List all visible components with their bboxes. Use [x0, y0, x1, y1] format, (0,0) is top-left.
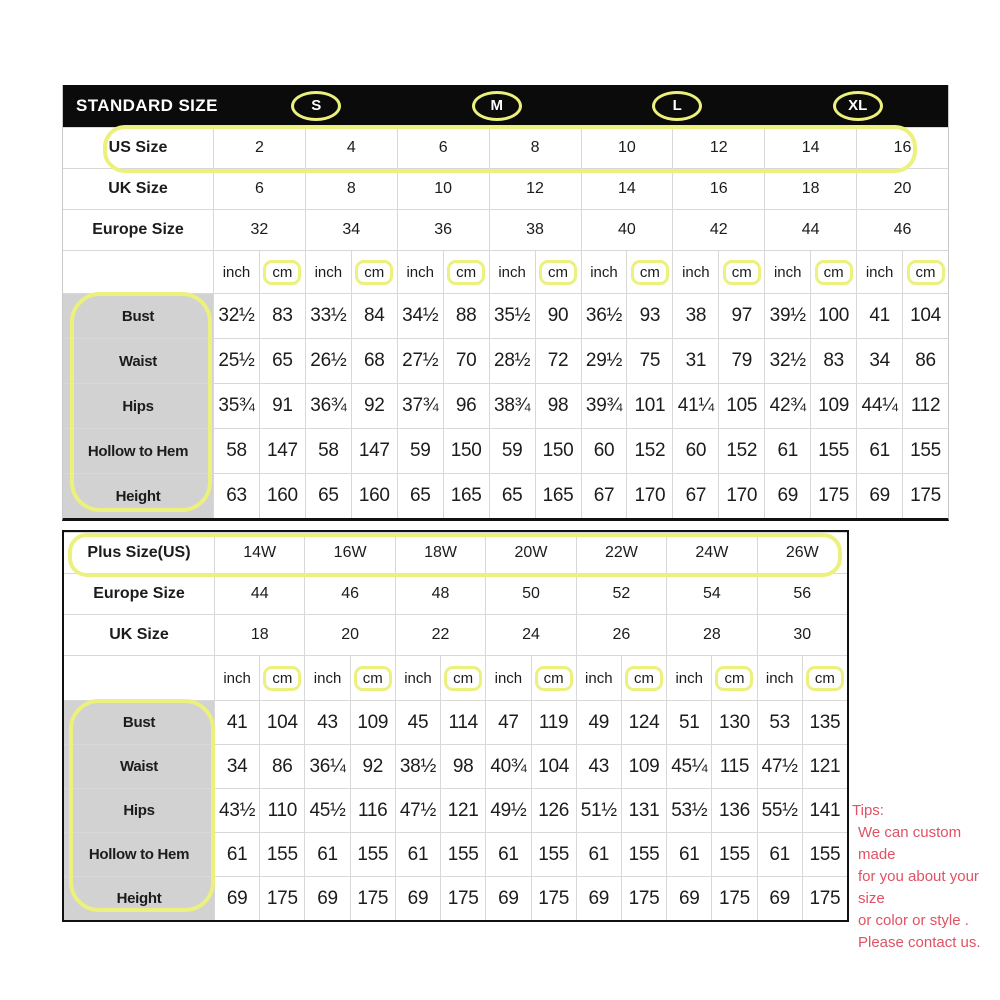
size-value-cell: 22W	[576, 533, 666, 573]
measure-value-cell: 91	[259, 384, 305, 428]
measure-value-cell: 47	[485, 701, 530, 744]
size-value-cell: 14	[581, 169, 673, 209]
measure-value-cell: 36¼	[304, 745, 349, 788]
measure-value-cell: 98	[440, 745, 485, 788]
size-badge-cell	[407, 91, 588, 121]
inch-unit-cell: inch	[757, 656, 802, 700]
cm-unit-badge: cm	[539, 260, 577, 285]
measure-value-cell: 75	[626, 339, 672, 383]
cm-unit-cell	[802, 656, 847, 700]
measure-value-cell: 45¼	[666, 745, 711, 788]
measure-row	[63, 383, 948, 428]
measure-value-cell: 152	[626, 429, 672, 473]
measure-row	[64, 744, 847, 788]
measure-value-cell: 53	[757, 701, 802, 744]
measure-value-cell: 45½	[304, 789, 349, 832]
size-value-cell: 46	[856, 210, 948, 250]
inch-unit-cell: inch	[856, 251, 902, 293]
size-value-cell: 10	[397, 169, 489, 209]
measure-value-cell: 45	[395, 701, 440, 744]
size-value-cell: 20	[856, 169, 948, 209]
inch-unit-cell: inch	[666, 656, 711, 700]
cm-unit-badge: cm	[907, 260, 945, 285]
tips-line: or color or style .	[858, 912, 969, 929]
size-value-cell: 20	[304, 615, 394, 655]
measure-row	[64, 876, 847, 920]
inch-unit-cell: inch	[395, 656, 440, 700]
measure-value-cell: 47½	[395, 789, 440, 832]
size-value-cell: 16	[856, 128, 948, 168]
measure-value-cell: 49	[576, 701, 621, 744]
size-value-cell: 6	[213, 169, 305, 209]
measure-value-cell: 32½	[764, 339, 810, 383]
measure-value-cell: 119	[531, 701, 576, 744]
row-label-cell: Plus Size(US)	[87, 544, 191, 561]
plus-size-table	[62, 530, 849, 922]
custom-made-tips	[852, 800, 998, 954]
measure-value-cell: 38¾	[489, 384, 535, 428]
size-value-cell: 14	[764, 128, 856, 168]
measure-value-cell: 101	[626, 384, 672, 428]
measure-value-cell: 33½	[305, 294, 351, 338]
measure-value-cell: 43	[576, 745, 621, 788]
measure-value-cell: 47½	[757, 745, 802, 788]
measure-value-cell: 67	[581, 474, 627, 518]
table-title: STANDARD SIZE	[76, 96, 218, 115]
measure-value-cell: 60	[672, 429, 718, 473]
measure-value-cell: 92	[350, 745, 395, 788]
measure-value-cell: 34	[214, 745, 259, 788]
measure-value-cell: 150	[535, 429, 581, 473]
measure-value-cell: 152	[718, 429, 764, 473]
size-value-cell: 26W	[757, 533, 847, 573]
tips-line: We can custom made	[858, 824, 962, 863]
measure-value-cell: 41	[856, 294, 902, 338]
measure-value-cell: 93	[626, 294, 672, 338]
inch-unit-cell: inch	[213, 251, 259, 293]
measure-value-cell: 68	[351, 339, 397, 383]
measure-value-cell: 115	[711, 745, 756, 788]
measure-value-cell: 155	[902, 429, 948, 473]
size-value-cell: 16	[672, 169, 764, 209]
measure-value-cell: 147	[259, 429, 305, 473]
size-value-cell: 8	[305, 169, 397, 209]
row-label-cell	[63, 251, 213, 293]
size-value-cell: 36	[397, 210, 489, 250]
measure-value-cell: 109	[350, 701, 395, 744]
measure-value-cell: 65	[489, 474, 535, 518]
size-value-cell: 4	[305, 128, 397, 168]
measure-value-cell: 86	[259, 745, 304, 788]
measure-value-cell: 67	[672, 474, 718, 518]
cm-unit-cell	[711, 656, 756, 700]
size-value-cell: 2	[213, 128, 305, 168]
measure-value-cell: 147	[351, 429, 397, 473]
cm-unit-cell	[810, 251, 856, 293]
size-badge-cell	[768, 91, 949, 121]
measure-value-cell: 112	[902, 384, 948, 428]
size-value-cell: 28	[666, 615, 756, 655]
size-value-cell: 22	[395, 615, 485, 655]
measure-value-cell: 100	[810, 294, 856, 338]
measure-value-cell: 27½	[397, 339, 443, 383]
table-header	[63, 85, 948, 127]
measure-value-cell: 104	[902, 294, 948, 338]
measure-row	[63, 428, 948, 473]
measure-value-cell: 175	[259, 877, 304, 920]
measure-value-cell: 165	[535, 474, 581, 518]
size-value-cell: 18	[764, 169, 856, 209]
size-label-badge: XL	[833, 91, 883, 121]
measure-value-cell: 59	[489, 429, 535, 473]
row-label-cell: Hips	[64, 789, 214, 832]
cm-unit-cell	[535, 251, 581, 293]
measure-value-cell: 175	[902, 474, 948, 518]
row-label-cell: Hips	[63, 384, 213, 428]
measure-value-cell: 97	[718, 294, 764, 338]
tips-line: for you about your size	[858, 868, 979, 907]
size-row	[64, 532, 847, 573]
tips-line: Please contact us.	[858, 934, 981, 951]
measure-value-cell: 63	[213, 474, 259, 518]
measure-value-cell: 25½	[213, 339, 259, 383]
measure-value-cell: 41¼	[672, 384, 718, 428]
size-label-badge: L	[652, 91, 702, 121]
measure-value-cell: 175	[350, 877, 395, 920]
size-value-cell: 42	[672, 210, 764, 250]
size-row	[64, 614, 847, 655]
measure-value-cell: 35½	[489, 294, 535, 338]
size-value-cell: 6	[397, 128, 489, 168]
row-label-cell: UK Size	[109, 626, 169, 643]
measure-value-cell: 39¾	[581, 384, 627, 428]
measure-value-cell: 175	[810, 474, 856, 518]
measure-value-cell: 38	[672, 294, 718, 338]
size-value-cell: 16W	[304, 533, 394, 573]
size-value-cell: 32	[213, 210, 305, 250]
size-value-cell: 44	[764, 210, 856, 250]
cm-unit-badge: cm	[815, 260, 853, 285]
size-row	[64, 573, 847, 614]
cm-unit-cell	[902, 251, 948, 293]
measure-value-cell: 40¾	[485, 745, 530, 788]
measure-value-cell: 36½	[581, 294, 627, 338]
measure-value-cell: 175	[531, 877, 576, 920]
size-value-cell: 48	[395, 574, 485, 614]
cm-unit-badge: cm	[806, 666, 844, 691]
measure-value-cell: 39½	[764, 294, 810, 338]
measure-value-cell: 69	[214, 877, 259, 920]
measure-value-cell: 124	[621, 701, 666, 744]
measure-value-cell: 44¼	[856, 384, 902, 428]
measure-value-cell: 61	[764, 429, 810, 473]
measure-value-cell: 116	[350, 789, 395, 832]
measure-value-cell: 49½	[485, 789, 530, 832]
measure-value-cell: 105	[718, 384, 764, 428]
row-label-cell: Height	[64, 877, 214, 920]
size-value-cell: 52	[576, 574, 666, 614]
measure-value-cell: 51½	[576, 789, 621, 832]
measure-value-cell: 155	[621, 833, 666, 876]
measure-value-cell: 69	[757, 877, 802, 920]
measure-value-cell: 34½	[397, 294, 443, 338]
size-badge-cell	[226, 91, 407, 121]
inch-unit-cell: inch	[485, 656, 530, 700]
measure-value-cell: 42¾	[764, 384, 810, 428]
measure-value-cell: 155	[802, 833, 847, 876]
inch-unit-cell: inch	[305, 251, 351, 293]
cm-unit-cell	[351, 251, 397, 293]
measure-value-cell: 37¾	[397, 384, 443, 428]
measure-value-cell: 170	[626, 474, 672, 518]
cm-unit-badge: cm	[354, 666, 392, 691]
measure-row	[64, 788, 847, 832]
measure-value-cell: 155	[259, 833, 304, 876]
size-value-cell: 8	[489, 128, 581, 168]
row-label-cell	[64, 656, 214, 700]
size-value-cell: 50	[485, 574, 575, 614]
measure-value-cell: 109	[810, 384, 856, 428]
cm-unit-badge: cm	[263, 260, 301, 285]
measure-value-cell: 70	[443, 339, 489, 383]
cm-unit-badge: cm	[263, 666, 301, 691]
size-value-cell: 26	[576, 615, 666, 655]
inch-unit-cell: inch	[489, 251, 535, 293]
measure-value-cell: 86	[902, 339, 948, 383]
measure-value-cell: 61	[576, 833, 621, 876]
measure-value-cell: 69	[764, 474, 810, 518]
row-label-cell: Hollow to Hem	[64, 833, 214, 876]
cm-unit-badge: cm	[355, 260, 393, 285]
measure-value-cell: 165	[443, 474, 489, 518]
measure-value-cell: 65	[397, 474, 443, 518]
measure-value-cell: 135	[802, 701, 847, 744]
size-row	[63, 209, 948, 250]
size-badge-cell	[587, 91, 768, 121]
measure-value-cell: 79	[718, 339, 764, 383]
cm-unit-cell	[718, 251, 764, 293]
measure-value-cell: 155	[350, 833, 395, 876]
size-value-cell: 38	[489, 210, 581, 250]
row-label-cell: US Size	[108, 139, 168, 156]
cm-unit-cell	[443, 251, 489, 293]
measure-value-cell: 155	[810, 429, 856, 473]
measure-value-cell: 131	[621, 789, 666, 832]
measure-value-cell: 59	[397, 429, 443, 473]
measure-value-cell: 155	[440, 833, 485, 876]
measure-value-cell: 61	[395, 833, 440, 876]
measure-value-cell: 110	[259, 789, 304, 832]
measure-row	[64, 832, 847, 876]
standard-size-table	[62, 85, 949, 521]
measure-value-cell: 69	[856, 474, 902, 518]
cm-unit-badge: cm	[444, 666, 482, 691]
size-value-cell: 56	[757, 574, 847, 614]
measure-value-cell: 96	[443, 384, 489, 428]
measure-value-cell: 61	[757, 833, 802, 876]
measure-value-cell: 61	[485, 833, 530, 876]
measure-value-cell: 51	[666, 701, 711, 744]
measure-row	[63, 338, 948, 383]
row-label-cell: Height	[63, 474, 213, 518]
measure-value-cell: 170	[718, 474, 764, 518]
row-label-cell: Waist	[63, 339, 213, 383]
tips-title: Tips:	[852, 802, 884, 819]
cm-unit-badge: cm	[535, 666, 573, 691]
measure-value-cell: 69	[666, 877, 711, 920]
measure-value-cell: 60	[581, 429, 627, 473]
measure-value-cell: 58	[305, 429, 351, 473]
size-value-cell: 18W	[395, 533, 485, 573]
cm-unit-badge: cm	[631, 260, 669, 285]
measure-value-cell: 150	[443, 429, 489, 473]
size-value-cell: 24	[485, 615, 575, 655]
size-value-cell: 46	[304, 574, 394, 614]
measure-value-cell: 61	[666, 833, 711, 876]
measure-value-cell: 84	[351, 294, 397, 338]
measure-value-cell: 90	[535, 294, 581, 338]
measure-value-cell: 121	[802, 745, 847, 788]
row-label-cell: UK Size	[108, 180, 168, 197]
measure-value-cell: 83	[259, 294, 305, 338]
measure-value-cell: 155	[531, 833, 576, 876]
inch-unit-cell: inch	[304, 656, 349, 700]
measure-value-cell: 31	[672, 339, 718, 383]
size-value-cell: 18	[214, 615, 304, 655]
measure-value-cell: 65	[259, 339, 305, 383]
measure-value-cell: 29½	[581, 339, 627, 383]
cm-unit-cell	[259, 251, 305, 293]
unit-row	[63, 250, 948, 293]
cm-unit-badge: cm	[625, 666, 663, 691]
measure-value-cell: 175	[802, 877, 847, 920]
measure-value-cell: 92	[351, 384, 397, 428]
row-label-cell: Europe Size	[92, 221, 184, 238]
inch-unit-cell: inch	[672, 251, 718, 293]
measure-value-cell: 61	[214, 833, 259, 876]
size-label-badge: S	[291, 91, 341, 121]
inch-unit-cell: inch	[397, 251, 443, 293]
measure-value-cell: 114	[440, 701, 485, 744]
measure-value-cell: 35¾	[213, 384, 259, 428]
measure-row	[64, 700, 847, 744]
measure-value-cell: 69	[395, 877, 440, 920]
measure-value-cell: 136	[711, 789, 756, 832]
measure-value-cell: 83	[810, 339, 856, 383]
measure-value-cell: 26½	[305, 339, 351, 383]
measure-value-cell: 88	[443, 294, 489, 338]
measure-row	[63, 293, 948, 338]
measure-value-cell: 121	[440, 789, 485, 832]
cm-unit-cell	[531, 656, 576, 700]
size-value-cell: 12	[672, 128, 764, 168]
cm-unit-cell	[440, 656, 485, 700]
measure-value-cell: 28½	[489, 339, 535, 383]
size-row	[63, 127, 948, 168]
inch-unit-cell: inch	[576, 656, 621, 700]
measure-value-cell: 72	[535, 339, 581, 383]
row-label-cell: Europe Size	[93, 585, 185, 602]
cm-unit-cell	[621, 656, 666, 700]
measure-value-cell: 175	[711, 877, 756, 920]
measure-value-cell: 175	[440, 877, 485, 920]
measure-value-cell: 41	[214, 701, 259, 744]
measure-value-cell: 38½	[395, 745, 440, 788]
measure-value-cell: 34	[856, 339, 902, 383]
measure-value-cell: 104	[259, 701, 304, 744]
measure-value-cell: 36¾	[305, 384, 351, 428]
measure-value-cell: 65	[305, 474, 351, 518]
measure-value-cell: 53½	[666, 789, 711, 832]
cm-unit-cell	[350, 656, 395, 700]
measure-value-cell: 61	[856, 429, 902, 473]
measure-value-cell: 160	[259, 474, 305, 518]
measure-value-cell: 160	[351, 474, 397, 518]
measure-value-cell: 130	[711, 701, 756, 744]
unit-row	[64, 655, 847, 700]
size-value-cell: 30	[757, 615, 847, 655]
size-value-cell: 44	[214, 574, 304, 614]
size-value-cell: 24W	[666, 533, 756, 573]
row-label-cell: Waist	[64, 745, 214, 788]
measure-value-cell: 69	[304, 877, 349, 920]
size-value-cell: 40	[581, 210, 673, 250]
size-value-cell: 34	[305, 210, 397, 250]
measure-value-cell: 98	[535, 384, 581, 428]
measure-value-cell: 43	[304, 701, 349, 744]
size-value-cell: 12	[489, 169, 581, 209]
size-value-cell: 10	[581, 128, 673, 168]
row-label-cell: Bust	[63, 294, 213, 338]
measure-value-cell: 55½	[757, 789, 802, 832]
size-value-cell: 54	[666, 574, 756, 614]
measure-value-cell: 175	[621, 877, 666, 920]
row-label-cell: Hollow to Hem	[63, 429, 213, 473]
measure-value-cell: 32½	[213, 294, 259, 338]
cm-unit-badge: cm	[715, 666, 753, 691]
measure-row	[63, 473, 948, 518]
size-row	[63, 168, 948, 209]
measure-value-cell: 61	[304, 833, 349, 876]
cm-unit-badge: cm	[723, 260, 761, 285]
measure-value-cell: 69	[485, 877, 530, 920]
cm-unit-cell	[259, 656, 304, 700]
cm-unit-badge: cm	[447, 260, 485, 285]
tips-lines	[852, 822, 998, 954]
row-label-cell: Bust	[64, 701, 214, 744]
cm-unit-cell	[626, 251, 672, 293]
size-label-badge: M	[472, 91, 522, 121]
measure-value-cell: 109	[621, 745, 666, 788]
measure-value-cell: 155	[711, 833, 756, 876]
size-value-cell: 20W	[485, 533, 575, 573]
inch-unit-cell: inch	[214, 656, 259, 700]
inch-unit-cell: inch	[764, 251, 810, 293]
size-value-cell: 14W	[214, 533, 304, 573]
measure-value-cell: 141	[802, 789, 847, 832]
measure-value-cell: 69	[576, 877, 621, 920]
measure-value-cell: 58	[213, 429, 259, 473]
inch-unit-cell: inch	[581, 251, 627, 293]
measure-value-cell: 43½	[214, 789, 259, 832]
measure-value-cell: 104	[531, 745, 576, 788]
measure-value-cell: 126	[531, 789, 576, 832]
